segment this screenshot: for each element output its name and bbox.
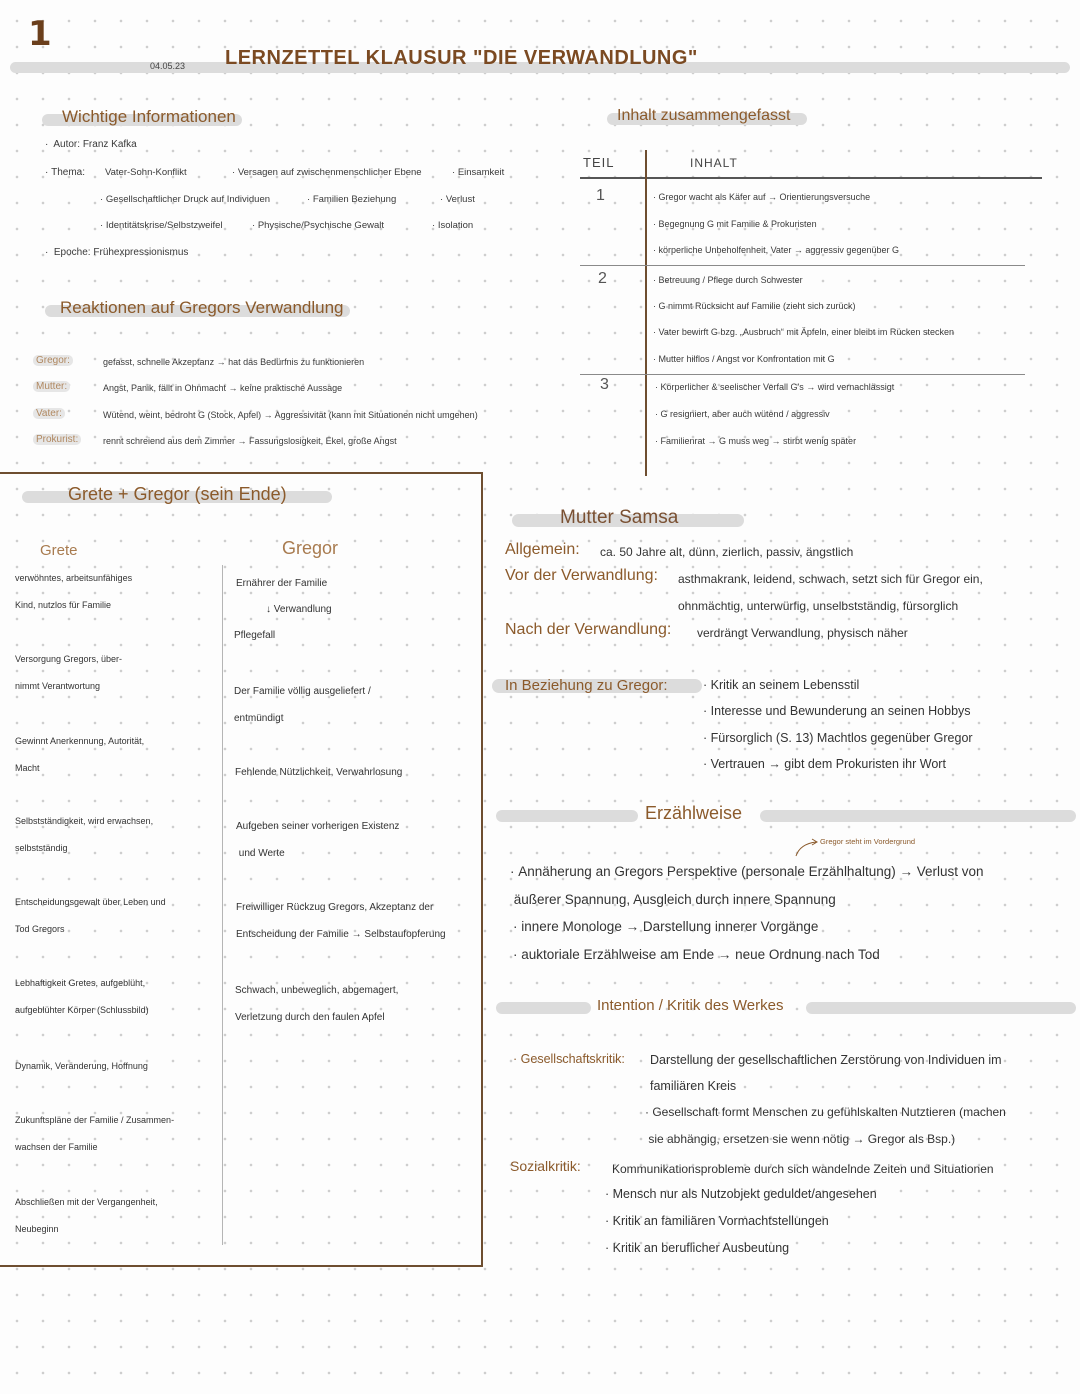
gregor-item: Ernährer der Familie — [236, 578, 328, 589]
grete-item: Abschließen mit der Vergangenheit, Neubeginn — [15, 1197, 158, 1234]
part-number: 3 — [600, 376, 609, 393]
table-header-inhalt: INHALT — [690, 156, 738, 170]
vor-text: asthmakrank, leidend, schwach, setzt sich für Gregor ein, ohnmächtig, unterwürfig, unselbstständig, fürsorglich — [678, 572, 983, 613]
intention-highlight-left — [496, 1002, 591, 1014]
thema-item: · Gesellschaftlicher Druck auf Individuen — [100, 194, 270, 205]
date: 04.05.23 — [150, 61, 186, 71]
erzaehlweise-item: · innere Monologe → Darstellung innerer Vorgänge — [513, 913, 818, 941]
part-item: · Vater bewirft G bzg. „Ausbruch“ mit Äpfeln, einer bleibt im Rücken stecken — [653, 327, 954, 337]
beziehung-item: · Fürsorglich (S. 13) Machtlos gegenüber Gregor — [703, 731, 973, 745]
part-item: · G resigniert, aber auch wütend / aggressiv — [655, 409, 830, 419]
nach-label: Nach der Verwandlung: — [505, 621, 672, 638]
part-item: · Begegnung G mit Familie & Prokuristen — [653, 219, 817, 229]
reaction-label: Mutter: — [33, 381, 70, 392]
inhalt-heading: Inhalt zusammengefasst — [617, 107, 791, 124]
box-bottom-border — [0, 1265, 482, 1267]
reaction-text: gefasst, schnelle Akzeptanz → hat das Bedürfnis zu funktionieren — [103, 357, 365, 367]
table-row-rule — [580, 374, 1025, 375]
epoche-label: Epoche: — [53, 247, 91, 258]
grete-item: Selbstständigkeit, wird erwachsen, selbstständig — [15, 816, 154, 853]
grete-item: verwöhntes, arbeitsunfähiges Kind, nutzlos für Familie — [15, 573, 133, 610]
gesellschaftskritik-label: · Gesellschaftskritik: — [513, 1052, 625, 1066]
reaktionen-heading: Reaktionen auf Gregors Verwandlung — [60, 298, 344, 317]
part-item: · Körperlicher & seelischer Verfall G's → wird vernachlässigt — [655, 382, 894, 392]
grete-item: Versorgung Gregors, über- nimmt Verantwortung — [15, 654, 123, 691]
info-heading: Wichtige Informationen — [62, 107, 236, 126]
sozialkritik-item: · Kritik an familiären Vormachtstellungen — [605, 1214, 829, 1228]
epoche-value: Frühexpressionismus — [93, 247, 189, 258]
sozialkritik-item: · Kritik an beruflicher Ausbeutung — [605, 1241, 789, 1255]
erzaehlweise-highlight-left — [496, 810, 638, 822]
thema-item: · Isolation — [432, 220, 473, 231]
part-item: · Familienrat → G muss weg → stirbt wenig später — [655, 436, 856, 446]
gregor-item: Freiwilliger Rückzug Gregors, Akzeptanz der Entscheidung der Familie → Selbstaufopferung — [236, 902, 446, 940]
sozialkritik-item: · Mensch nur als Nutzobjekt geduldet/angesehen — [605, 1187, 877, 1201]
beziehung-item: · Interesse und Bewunderung an seinen Hobbys — [703, 704, 971, 718]
thema-item: · Einsamkeit — [452, 167, 504, 178]
page-number: 1 — [28, 14, 52, 54]
grete-item: Gewinnt Anerkennung, Autorität, Macht — [15, 736, 145, 773]
grete-item: Lebhaftigkeit Gretes, aufgeblüht, aufgeblühter Körper (Schlussbild) — [15, 978, 149, 1015]
thema-item: Vater-Sohn-Konflikt — [105, 167, 187, 178]
part-item: · Mutter hilflos / Angst vor Konfrontation mit G — [653, 354, 835, 364]
vor-label: Vor der Verwandlung: — [505, 567, 658, 584]
grete-item: Dynamik, Veränderung, Hoffnung — [15, 1061, 148, 1071]
thema-label: · Thema: — [45, 167, 85, 178]
erzaehlweise-item: · auktoriale Erzählweise am Ende → neue Ordnung nach Tod — [513, 941, 880, 969]
autor-value: Franz Kafka — [82, 139, 137, 150]
autor-label: Autor: — [53, 139, 81, 150]
erzaehlweise-heading: Erzählweise — [645, 803, 743, 823]
thema-item: · Verlust — [440, 194, 475, 205]
thema-item: · Physische/Psychische Gewalt — [252, 220, 384, 231]
grete-item: Zukunftspläne der Familie / Zusammen- wachsen der Familie — [15, 1115, 175, 1152]
reaction-label: Prokurist: — [33, 434, 81, 445]
gregor-item: Pflegefall — [234, 630, 276, 641]
nach-text: verdrängt Verwandlung, physisch näher — [697, 626, 908, 640]
reaction-text: rennt schreiend aus dem Zimmer → Fassungslosigkeit, Ekel, große Angst — [103, 436, 397, 446]
reaction-text: Wütend, weint, bedroht G (Stock, Apfel) → Aggressivität (kann mit Situationen nicht umgehen) — [103, 410, 478, 420]
gregor-item: ↓ Verwandlung — [266, 604, 332, 615]
autor-line — [45, 139, 137, 150]
erzaehlweise-highlight-right — [760, 810, 1076, 822]
allgemein-text: ca. 50 Jahre alt, dünn, zierlich, passiv, ängstlich — [600, 545, 854, 559]
erzaehlweise-item: · Annäherung an Gregors Perspektive (personale Erzählhaltung) → Verlust von äußerer Spannung, Ausgleich durch innere Spannung — [510, 858, 984, 914]
page-title: LERNZETTEL KLAUSUR "DIE VERWANDLUNG" — [225, 47, 698, 69]
beziehung-item: · Kritik an seinem Lebensstil — [703, 678, 859, 692]
beziehung-label: In Beziehung zu Gregor: — [505, 677, 668, 694]
part-item: · G nimmt Rücksicht auf Familie (zieht sich zurück) — [653, 301, 856, 311]
thema-item: · Versagen auf zwischenmenschlicher Ebene — [232, 167, 422, 178]
grete-gregor-heading: Grete + Gregor (sein Ende) — [68, 484, 287, 504]
gesellschaftskritik-sub: · Gesellschaft formt Menschen zu gefühlskalten Nutztieren (machen sie abhängig, ersetzen sie wenn nötig → Gregor als Bsp.) — [645, 1099, 1006, 1153]
gregor-item: Der Familie völlig ausgeliefert / entmündigt — [234, 686, 371, 724]
table-row-rule — [580, 265, 1025, 266]
reaction-text: Angst, Panik, fällt in Ohnmacht → keine praktische Aussage — [103, 383, 343, 393]
epoche-line — [45, 247, 188, 258]
gregor-column-heading: Gregor — [282, 538, 339, 558]
part-item: · Gregor wacht als Käfer auf → Orientierungsversuche — [653, 192, 870, 202]
erzaehlweise-annotation: Gregor steht im Vordergrund — [820, 837, 916, 846]
table-header-rule — [580, 177, 1042, 179]
intention-highlight-right — [806, 1002, 1076, 1014]
annotation-arrow-icon — [792, 836, 820, 858]
part-item: · körperliche Unbeholfenheit, Vater → aggressiv gegenüber G — [653, 245, 899, 255]
table-header-teil: TEIL — [583, 155, 615, 170]
mutter-heading: Mutter Samsa — [560, 507, 679, 528]
box-top-border — [0, 472, 482, 474]
grete-column-heading: Grete — [40, 542, 78, 559]
sozialkritik-label: Sozialkritik: — [510, 1158, 581, 1174]
thema-item: · Identitätskrise/Selbstzweifel — [100, 220, 223, 231]
reaction-label: Gregor: — [33, 355, 73, 366]
gregor-item: Aufgeben seiner vorherigen Existenz und Werte — [236, 821, 400, 859]
box-right-border — [481, 472, 483, 1267]
table-column-divider — [645, 150, 647, 476]
part-number: 1 — [596, 187, 605, 204]
part-item: · Betreuung / Pflege durch Schwester — [653, 275, 803, 285]
part-number: 2 — [598, 270, 607, 287]
grete-item: Entscheidungsgewalt über Leben und Tod Gregors — [15, 897, 166, 934]
gesellschaftskritik-text: Darstellung der gesellschaftlichen Zerstörung von Individuen im familiären Kreis — [650, 1053, 1002, 1093]
column-divider — [222, 565, 223, 1245]
reaction-label: Vater: — [33, 408, 65, 419]
sozialkritik-text: Kommunikationsprobleme durch sich wandelnde Zeiten und Situationen — [612, 1162, 994, 1176]
intention-heading: Intention / Kritik des Werkes — [597, 997, 784, 1014]
thema-item: · Familien Beziehung — [307, 194, 396, 205]
gregor-item: Schwach, unbeweglich, abgemagert, Verletzung durch den faulen Apfel — [235, 985, 399, 1023]
allgemein-label: Allgemein: — [505, 541, 580, 558]
gregor-item: Fehlende Nützlichkeit, Verwahrlosung — [235, 767, 403, 778]
beziehung-item: · Vertrauen → gibt dem Prokuristen ihr Wort — [703, 757, 946, 771]
